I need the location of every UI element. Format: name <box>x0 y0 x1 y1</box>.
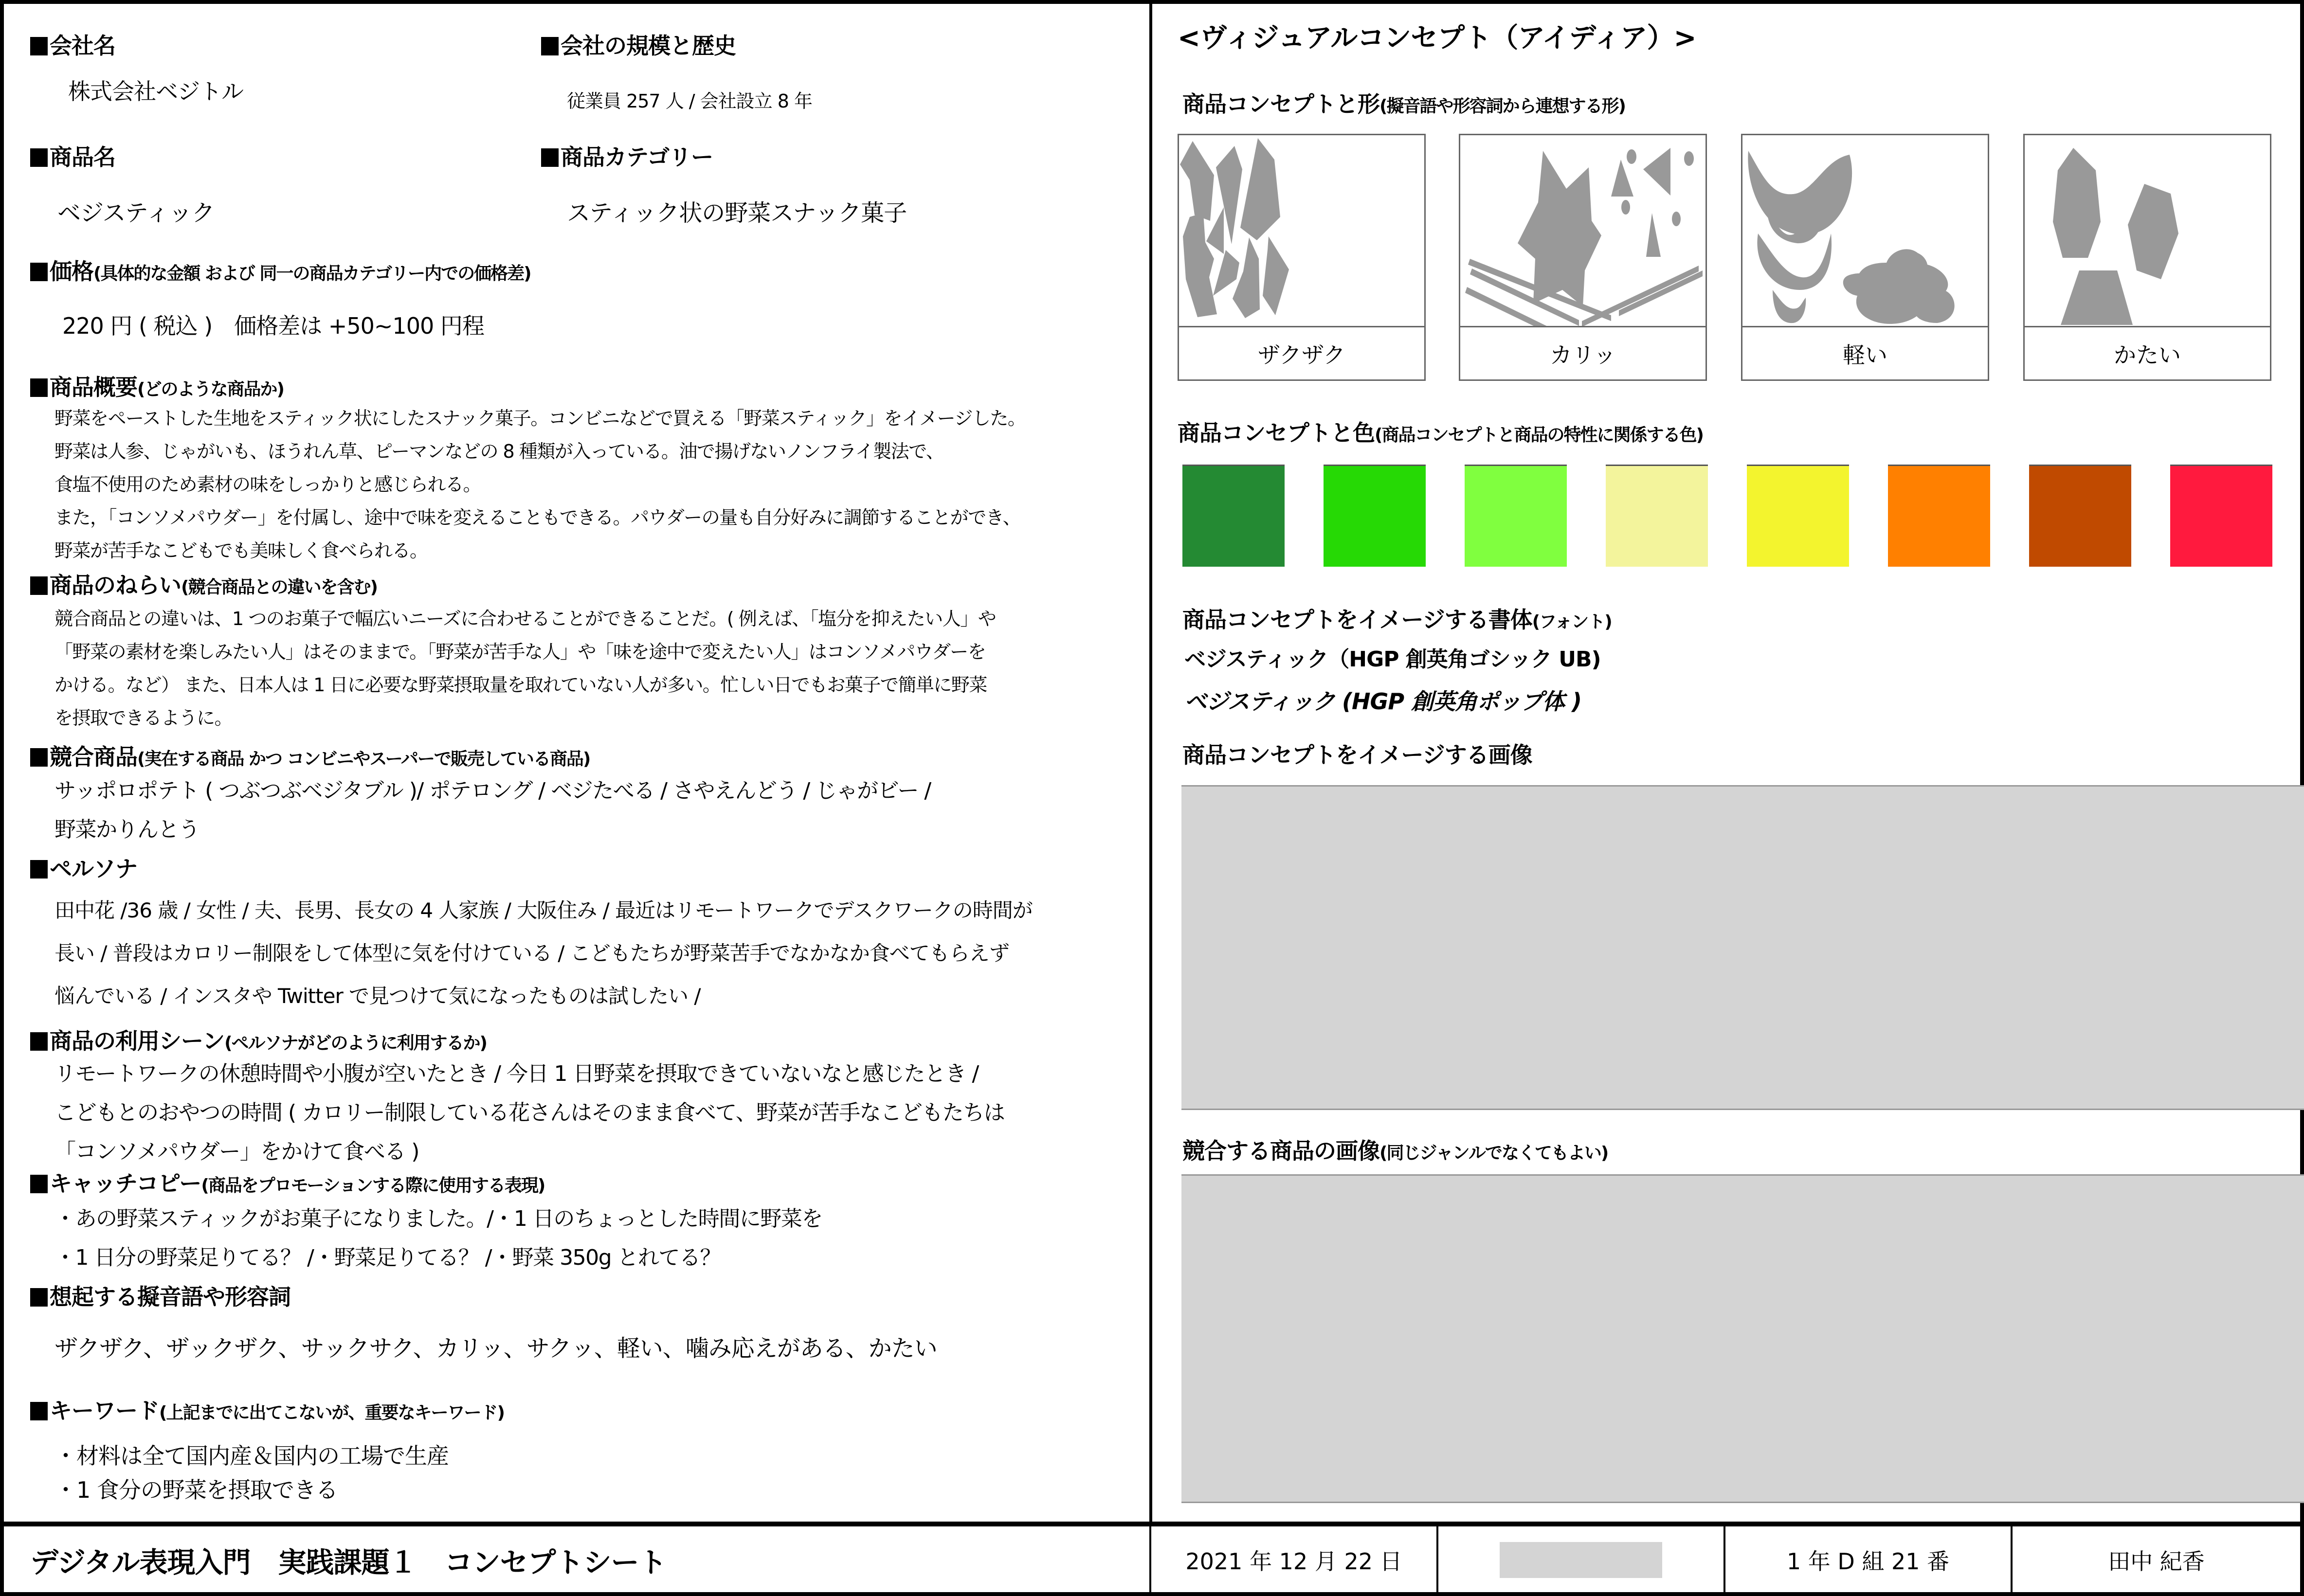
footer <box>0 1526 2304 1593</box>
company-scale-heading: 会社の規模と歴史 <box>541 32 736 59</box>
bullet-square-icon <box>30 263 48 281</box>
catch-copy-line: ・あの野菜スティックがお菓子になりました。/・1 日のちょっとした時間に野菜を <box>54 1206 822 1231</box>
competitor-image-placeholder <box>1181 1174 2304 1503</box>
overview-line: また，「コンソメパウダー」を付属し、途中で味を変えることもできる。パウダーの量も自分好みに調節することができ、 <box>54 507 1021 528</box>
shapes-heading: 商品コンセプトと形(擬音語や形容詞から連想する形) <box>1182 91 1625 117</box>
jagged-shards-icon <box>1179 135 1424 326</box>
shape-card-label: 軽い <box>1742 326 1988 379</box>
persona-line: 長い / 普段はカロリー制限をして体型に気を付けている / こどもたちが野菜苦手でなかなか食べてもらえず <box>54 941 1009 965</box>
catch-copy-heading: キャッチコピー(商品をプロモーションする際に使用する表現) <box>30 1170 544 1200</box>
usage-scene-heading: 商品の利用シーン(ペルソナがどのように利用するか) <box>30 1027 487 1057</box>
shape-card-zakuzaku <box>1178 134 1426 381</box>
shape-card-katai <box>2023 134 2271 381</box>
footer-date: 2021 年 12 月 22 日 <box>1149 1526 1436 1593</box>
shape-card-karui <box>1741 134 1989 381</box>
product-category-heading: 商品カテゴリー <box>541 143 713 171</box>
usage-scene-line: 「コンソメパウダー」をかけて食べる ) <box>54 1139 419 1164</box>
price-value: 220 円 ( 税込 ) 価格差は +50~100 円程 <box>62 313 484 339</box>
keyword-item: ・材料は全て国内産＆国内の工場で生産 <box>54 1443 449 1469</box>
color-swatch-orange <box>1888 465 1990 567</box>
persona-line: 田中花 /36 歳 / 女性 / 夫、長男、長女の 4 人家族 / 大阪住み / 最近はリモートワークでデスクワークの時間が <box>54 898 1033 922</box>
overview-line: 野菜が苦手なこどもでも美味しく食べられる。 <box>54 540 428 561</box>
aim-line: 競合商品との違いは、1 つのお菓子で幅広いニーズに合わせることができることだ。( 例えば、「塩分を抑えたい人」や <box>54 608 996 629</box>
product-name-heading: 商品名 <box>30 143 115 171</box>
color-swatch-dark-green <box>1182 465 1285 567</box>
overview-text <box>54 402 1025 567</box>
stamp-placeholder <box>1500 1542 1662 1578</box>
shape-card-label: ザクザク <box>1179 326 1424 379</box>
bullet-square-icon <box>30 860 48 879</box>
overview-line: 野菜をペーストした生地をスティック状にしたスナック菓子。コンビニなどで買える「野菜スティック」をイメージした。 <box>54 408 1026 429</box>
competitors-line: サッポロポテト ( つぶつぶベジタブル )/ ポテロング / ベジたべる / さやえんどう / じゃがビー / <box>54 778 931 803</box>
bullet-square-icon <box>30 1032 48 1051</box>
keywords-text <box>54 1439 449 1507</box>
persona-text <box>54 889 1033 1018</box>
bullet-square-icon <box>30 37 48 55</box>
colors-heading: 商品コンセプトと色(商品コンセプトと商品の特性に関係する色) <box>1178 420 1703 446</box>
bullet-square-icon <box>541 148 559 167</box>
company-name-value: 株式会社ベジトル <box>68 78 243 105</box>
company-name-heading: 会社名 <box>30 32 115 59</box>
product-name-value: ベジスティック <box>57 199 215 227</box>
usage-scene-line: こどもとのおやつの時間 ( カロリー制限している花さんはそのまま食べて、野菜が苦手なこどもたちは <box>54 1100 1005 1125</box>
competitors-text <box>54 771 931 849</box>
shape-card-label: かたい <box>2025 326 2270 379</box>
overview-heading: 商品概要(どのような商品か) <box>30 374 284 403</box>
visual-concept-column <box>1152 0 2300 1522</box>
aim-line: を摂取できるように。 <box>54 707 233 729</box>
footer-border <box>0 1522 2304 1526</box>
product-info-column <box>0 0 1149 1522</box>
color-swatch-pale-yellow <box>1606 465 1708 567</box>
overview-line: 食塩不使用のため素材の味をしっかりと感じられる。 <box>54 474 481 495</box>
color-swatch-brown <box>2029 465 2131 567</box>
catch-copy-text <box>54 1200 822 1277</box>
font-sample-gothic: ベジスティック（HGP 創英角ゴシック UB) <box>1184 647 1601 672</box>
bullet-square-icon <box>30 1402 48 1420</box>
onomatopoeia-value: ザクザク、ザックザク、サックサク、カリッ、サクッ、軽い、噛み応えがある、かたい <box>54 1335 937 1362</box>
shape-card-kari <box>1459 134 1707 381</box>
color-swatch-yellow <box>1747 465 1849 567</box>
crunch-burst-icon <box>1460 135 1705 326</box>
concept-image-placeholder <box>1181 785 2304 1110</box>
concept-image-heading: 商品コンセプトをイメージする画像 <box>1182 742 1532 768</box>
product-category-value: スティック状の野菜スナック菓子 <box>567 199 907 227</box>
bullet-square-icon <box>541 37 559 55</box>
bullet-square-icon <box>30 1288 48 1307</box>
usage-scene-line: リモートワークの休憩時間や小腹が空いたとき / 今日 1 日野菜を摂取できていないなと感じたとき / <box>54 1061 979 1086</box>
overview-line: 野菜は人参、じゃがいも、ほうれん草、ピーマンなどの 8 種類が入っている。油で揚げないノンフライ製法で、 <box>54 441 944 462</box>
shape-card-label: カリッ <box>1460 326 1705 379</box>
aim-heading: 商品のねらい(競合商品との違いを含む) <box>30 572 377 601</box>
font-sample-pop: ベジスティック (HGP 創英角ポップ体 ) <box>1184 688 1582 715</box>
usage-scene-text <box>54 1055 1004 1171</box>
catch-copy-line: ・1 日分の野菜足りてる？ /・野菜足りてる？ /・野菜 350g とれてる？ <box>54 1245 721 1270</box>
footer-bottom-border <box>0 1592 2304 1596</box>
competitors-heading: 競合商品(実在する商品 かつ コンビニやスーパーで販売している商品) <box>30 743 590 773</box>
bullet-square-icon <box>30 148 48 167</box>
crescents-cloud-icon <box>1742 135 1988 326</box>
competitor-image-heading: 競合する商品の画像(同じジャンルでなくてもよい) <box>1182 1138 1608 1164</box>
hard-polygons-icon <box>2025 135 2270 326</box>
sheet-title: デジタル表現入門 実践課題１ コンセプトシート <box>30 1545 667 1579</box>
color-swatch-lime <box>1465 465 1567 567</box>
fonts-heading: 商品コンセプトをイメージする書体(フォント) <box>1182 607 1612 633</box>
keyword-item: ・1 食分の野菜を摂取できる <box>54 1477 338 1503</box>
color-swatch-green <box>1324 465 1426 567</box>
competitors-line: 野菜かりんとう <box>54 817 200 842</box>
bullet-square-icon <box>30 748 48 767</box>
footer-class-number: 1 年 D 組 21 番 <box>1723 1526 2011 1593</box>
bullet-square-icon <box>30 576 48 595</box>
bullet-square-icon <box>30 1175 48 1193</box>
company-scale-value: 従業員 257 人 / 会社設立 8 年 <box>567 90 812 112</box>
onomatopoeia-heading: 想起する擬音語や形容詞 <box>30 1283 290 1310</box>
color-swatch-red <box>2170 465 2272 567</box>
aim-line: かける。など） また、日本人は 1 日に必要な野菜摂取量を取れていない人が多い。忙しい日でもお菓子で簡単に野菜 <box>54 674 987 696</box>
persona-line: 悩んでいる / インスタや Twitter で見つけて気になったものは試したい / <box>54 984 701 1008</box>
aim-text <box>54 602 996 735</box>
visual-concept-title: <ヴィジュアルコンセプト（アイディア）> <box>1178 22 1696 54</box>
price-heading: 価格(具体的な金額 および 同一の商品カテゴリー内での価格差) <box>30 258 531 287</box>
footer-student-name: 田中 紀香 <box>2011 1526 2300 1593</box>
aim-line: 「野菜の素材を楽しみたい人」はそのままで。「野菜が苦手な人」や「味を途中で変えたい人」はコンソメパウダーを <box>54 641 986 663</box>
persona-heading: ペルソナ <box>30 855 137 882</box>
bullet-square-icon <box>30 378 48 397</box>
footer-stamp-cell <box>1436 1526 1723 1593</box>
keywords-heading: キーワード(上記までに出てこないが、重要なキーワード) <box>30 1397 504 1427</box>
